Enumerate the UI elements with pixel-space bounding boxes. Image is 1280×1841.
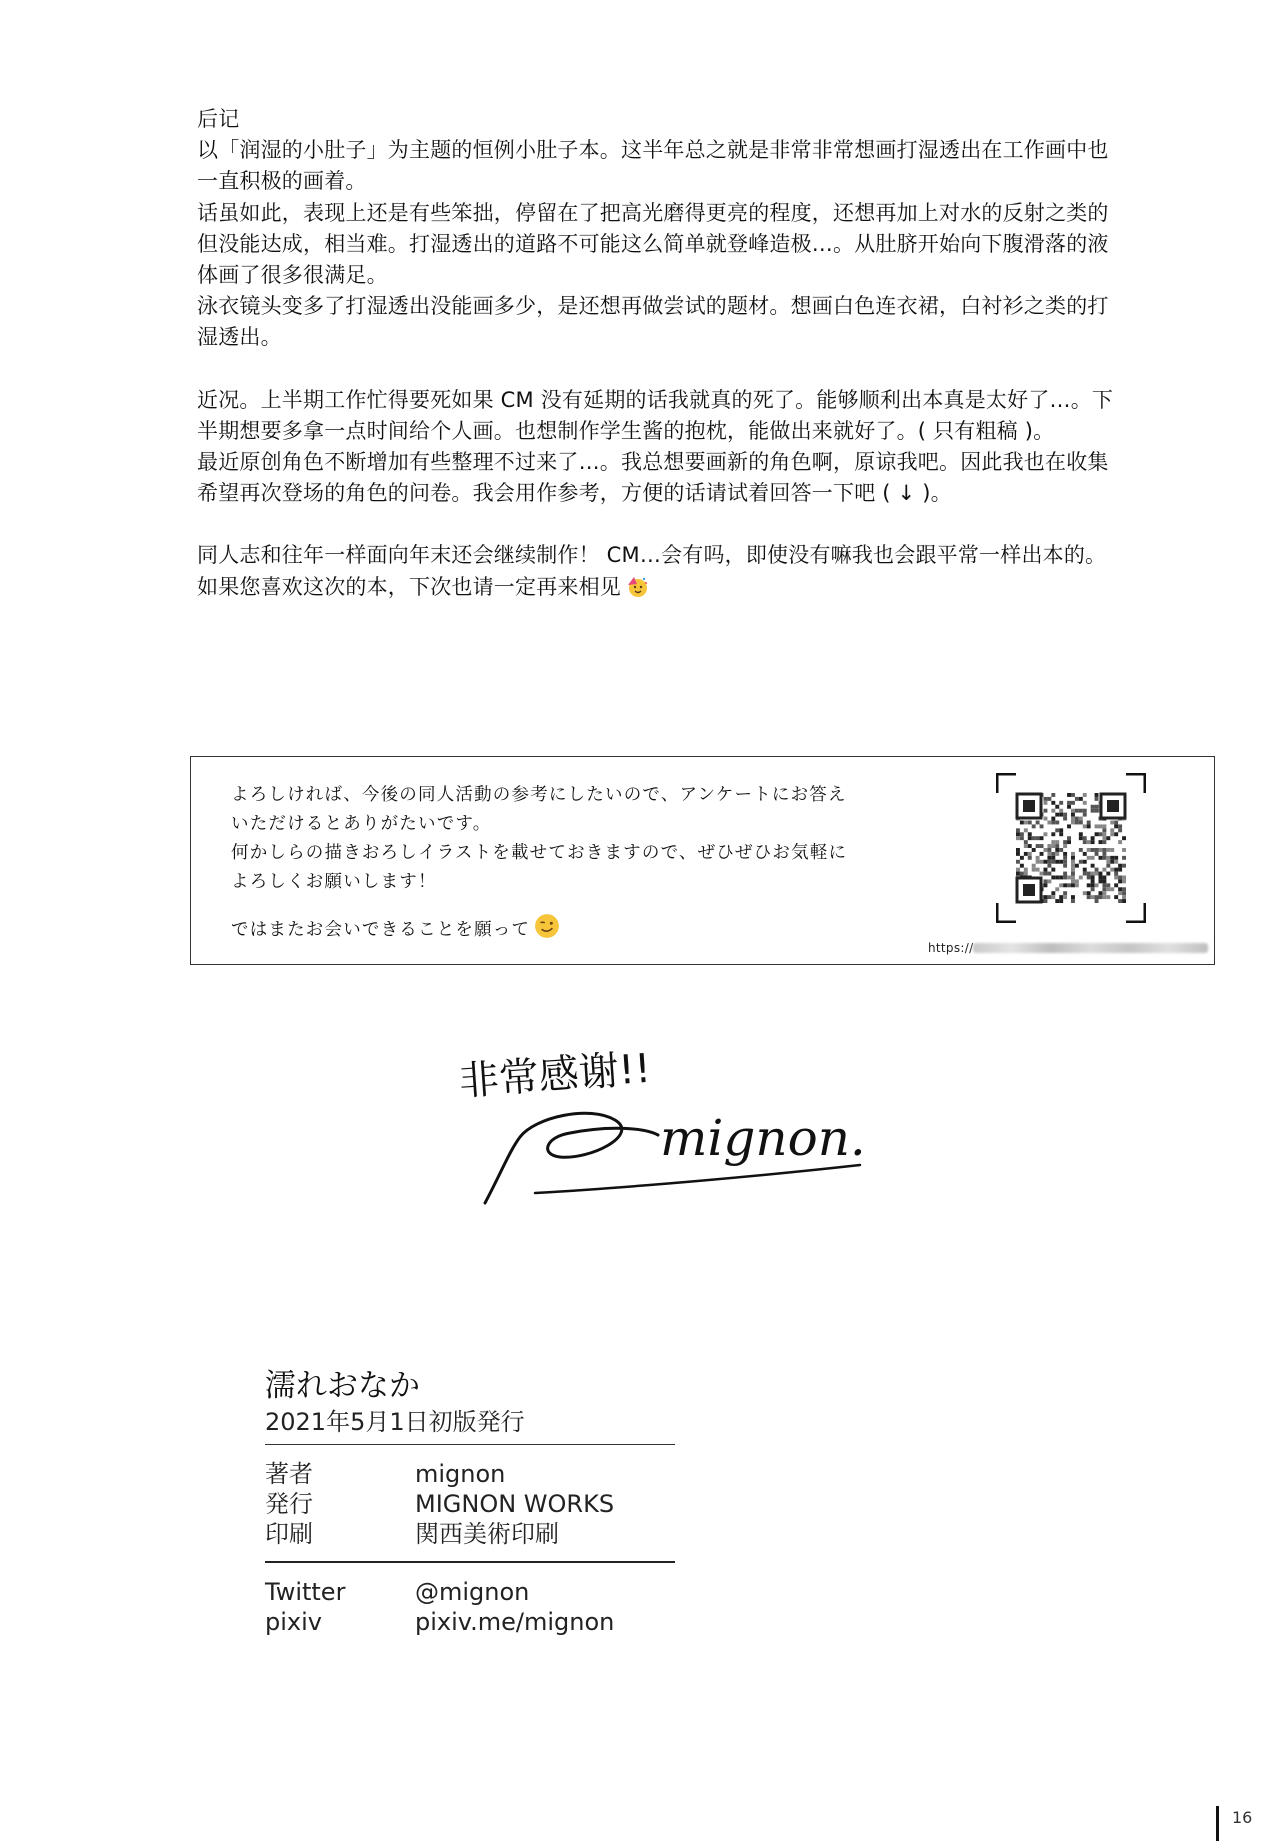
survey-box [190,756,1215,965]
afterword-line: 湿透出。 [197,325,282,350]
afterword-line: 一直积极的画着。 [197,169,367,194]
social-row: pixiv pixiv.me/mignon [265,1608,615,1636]
credit-row: 印刷 関西美術印刷 [265,1520,559,1548]
survey-url[interactable] [928,941,1208,955]
party-face-icon [625,574,649,598]
afterword-line: 希望再次登场的角色的问卷。我会用作参考，方便的话请试着回答一下吧 ( ↓ )。 [197,481,952,506]
afterword [197,104,1227,603]
paragraph-gap [197,509,1227,540]
survey-line: よろしくお願いします！ [231,872,437,892]
survey-line: よろしければ、今後の同人活動の参考にしたいので、アンケートにお答え [231,785,847,805]
social-row: Twitter @mignon [265,1578,530,1606]
qr-code-icon[interactable] [996,773,1146,923]
signature-name: mignon. [660,1109,866,1167]
publication-date: 2021年5月1日初版発行 [265,1408,525,1436]
survey-line: 何かしらの描きおろしイラストを載せておきますので、ぜひぜひお気軽に [231,843,848,863]
afterword-heading: 后记 [197,107,240,131]
afterword-line: 同人志和往年一样面向年末还会继续制作！ CM…会有吗，即使没有嘛我也会跟平常一样出本的。 [197,543,1107,568]
book-title: 濡れおなか [265,1368,420,1404]
afterword-line: 近况。上半期工作忙得要死如果 CM 没有延期的话我就真的死了。能够顺利出本真是太好了…。下 [197,387,1114,412]
afterword-line: 以「润湿的小肚子」为主题的恒例小肚子本。这半年总之就是非常非常想画打湿透出在工作画中也 [197,138,1109,163]
credit-row: 発行 MIGNON WORKS [265,1490,615,1518]
afterword-line: 但没能达成，相当难。打湿透出的道路不可能这么简单就登峰造极…。从肚脐开始向下腹滑落的液 [197,231,1109,256]
paragraph-gap [231,897,951,913]
credit-row: 著者 mignon [265,1460,506,1488]
social-links [265,1563,675,1649]
afterword-last-line [197,572,1227,603]
afterword-line: 如果您喜欢这次的本，下次也请一定再来相见 [197,574,621,599]
colophon [265,1366,675,1649]
blurred-url [973,943,1208,953]
survey-url-prefix: https:// [928,941,974,955]
handwritten-signature [440,1025,940,1210]
survey-line: いただけるとありがたいです。 [231,814,492,834]
afterword-line: 话虽如此，表现上还是有些笨拙，停留在了把高光磨得更亮的程度，还想再加上对水的反射之类的 [197,200,1109,225]
paragraph-gap [197,354,1227,385]
afterword-line: 最近原创角色不断增加有些整理不过来了…。我总想要画新的角色啊，原谅我吧。因此我也在收集 [197,450,1109,475]
page-marker [1216,1806,1219,1841]
thanks-handwriting: 非常感谢!! [457,1045,653,1105]
afterword-line: 泳衣镜头变多了打湿透出没能画多少，是还想再做尝试的题材。想画白色连衣裙，白衬衫之类的打 [197,294,1109,319]
page-number: 16 [1232,1808,1253,1827]
survey-closing [231,913,951,945]
afterword-line: 体画了很多很满足。 [197,263,388,288]
wink-face-icon [534,913,560,939]
survey-line: ではまたお会いできることを願って [231,920,531,940]
credits [265,1445,675,1561]
survey-text [231,781,951,945]
afterword-line: 半期想要多拿一点时间给个人画。也想制作学生酱的抱枕，能做出来就好了。( 只有粗稿 )。 [197,418,1055,443]
